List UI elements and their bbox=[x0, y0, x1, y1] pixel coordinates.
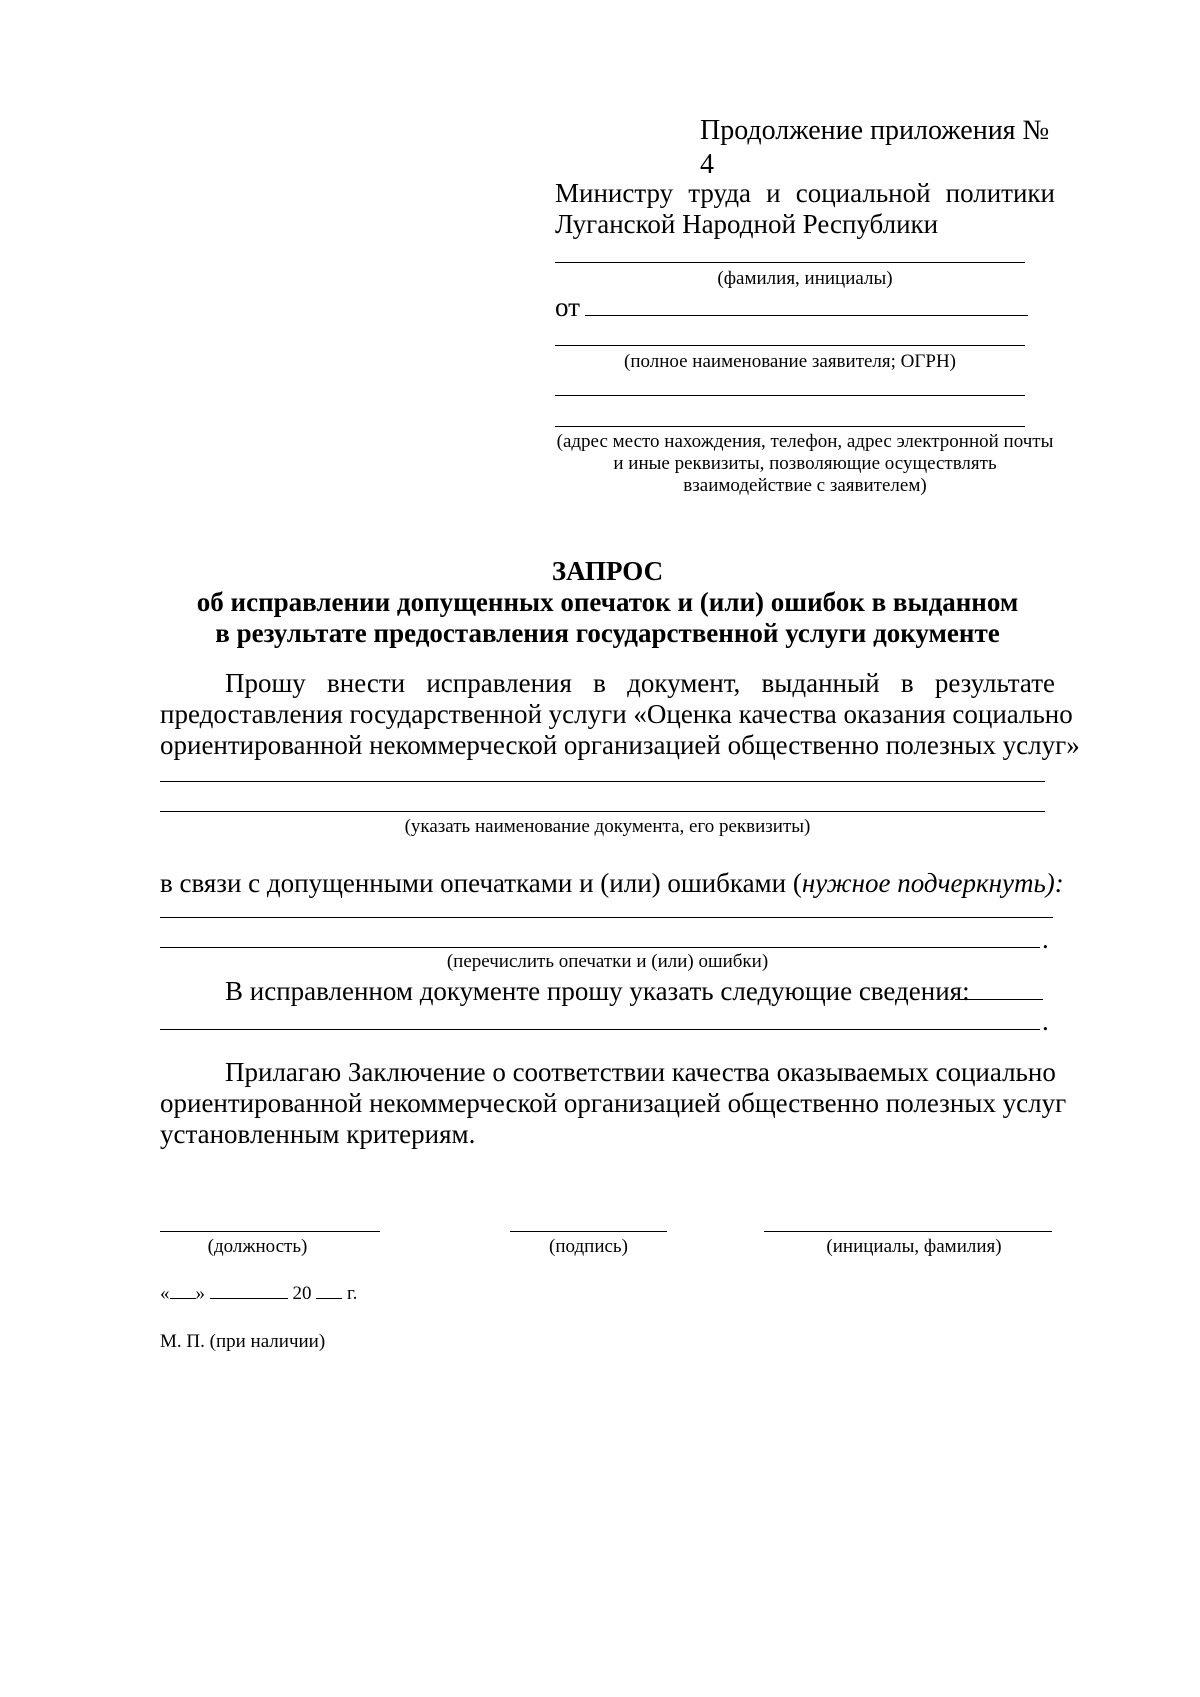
hint-address-2: и иные реквизиты, позволяющие осуществлять bbox=[613, 453, 997, 474]
info-period: . bbox=[1042, 1006, 1049, 1036]
date-year-blank bbox=[316, 1280, 342, 1299]
address-fill-line-1 bbox=[555, 395, 1025, 396]
hint-name: (фамилия, инициалы) bbox=[717, 268, 893, 289]
para1-line-1: Прошу внести исправления в документ, выданный в результате bbox=[225, 668, 1055, 698]
address-fill-line-2 bbox=[555, 426, 1025, 427]
addressee-line-1: Министру труда и социальной политики bbox=[555, 178, 1055, 208]
para1-line-3: ориентированной некоммерческой организацией общественно полезных услуг» bbox=[160, 730, 1080, 760]
from-fill-line bbox=[585, 315, 1028, 316]
date-day-blank bbox=[170, 1280, 196, 1299]
para4-line-3: установленным критериям. bbox=[160, 1119, 476, 1149]
stamp-note: М. П. (при наличии) bbox=[160, 1331, 326, 1352]
hint-document: (указать наименование документа, его реквизиты) bbox=[404, 816, 811, 837]
addressee-line-2: Луганской Народной Республики bbox=[555, 209, 939, 239]
para4-line-2: ориентированной некоммерческой организацией общественно полезных услуг bbox=[160, 1088, 1067, 1118]
document-fill-line-2 bbox=[160, 811, 1045, 812]
para3-text: В исправленном документе прошу указать следующие сведения: bbox=[225, 976, 970, 1006]
para4-line-1: Прилагаю Заключение о соответствии качества оказываемых социально bbox=[225, 1057, 1056, 1087]
document-subtitle-1: об исправлении допущенных опечаток и (или) ошибок в выданном bbox=[196, 587, 1019, 617]
errors-fill-line-2 bbox=[160, 947, 1040, 948]
name-fill-line bbox=[555, 262, 1025, 263]
info-fill-line-1 bbox=[955, 999, 1043, 1000]
para2-italic-note: нужное подчеркнуть): bbox=[801, 868, 1064, 898]
name-signature-fill-line bbox=[764, 1231, 1052, 1232]
date-year-prefix: 20 bbox=[292, 1283, 312, 1304]
date-year-suffix: г. bbox=[347, 1283, 358, 1304]
signature-fill-line bbox=[510, 1231, 667, 1232]
date-line bbox=[160, 1280, 560, 1306]
signature-label: (подпись) bbox=[549, 1236, 628, 1257]
document-title: ЗАПРОС bbox=[551, 556, 664, 586]
hint-address-1: (адрес место нахождения, телефон, адрес электронной почты bbox=[556, 431, 1054, 452]
para2-line bbox=[160, 866, 1064, 900]
hint-applicant: (полное наименование заявителя; ОГРН) bbox=[624, 351, 956, 372]
errors-fill-line-1 bbox=[160, 917, 1053, 918]
applicant-fill-line bbox=[555, 345, 1025, 346]
position-fill-line bbox=[160, 1231, 380, 1232]
hint-address-3: взаимодействие с заявителем) bbox=[683, 475, 927, 496]
para1-line-2: предоставления государственной услуги «Оценка качества оказания социально bbox=[160, 699, 1073, 729]
info-fill-line-2 bbox=[160, 1029, 1040, 1030]
errors-period: . bbox=[1042, 924, 1049, 954]
from-label: от bbox=[555, 292, 580, 322]
hint-errors: (перечислить опечатки и (или) ошибки) bbox=[446, 951, 769, 972]
appendix-continuation: Продолжение приложения № 4 bbox=[700, 115, 1050, 180]
para2-text: в связи с допущенными опечатками и (или) ошибками ( bbox=[160, 868, 802, 898]
date-month-blank bbox=[210, 1280, 288, 1299]
position-label: (должность) bbox=[207, 1236, 308, 1257]
date-close-quote: » bbox=[195, 1283, 205, 1304]
date-open-quote: « bbox=[160, 1283, 170, 1304]
document-fill-line-1 bbox=[160, 781, 1045, 782]
initials-surname-label: (инициалы, фамилия) bbox=[826, 1236, 1002, 1257]
document-subtitle-2: в результате предоставления государственной услуги документе bbox=[215, 618, 1000, 648]
